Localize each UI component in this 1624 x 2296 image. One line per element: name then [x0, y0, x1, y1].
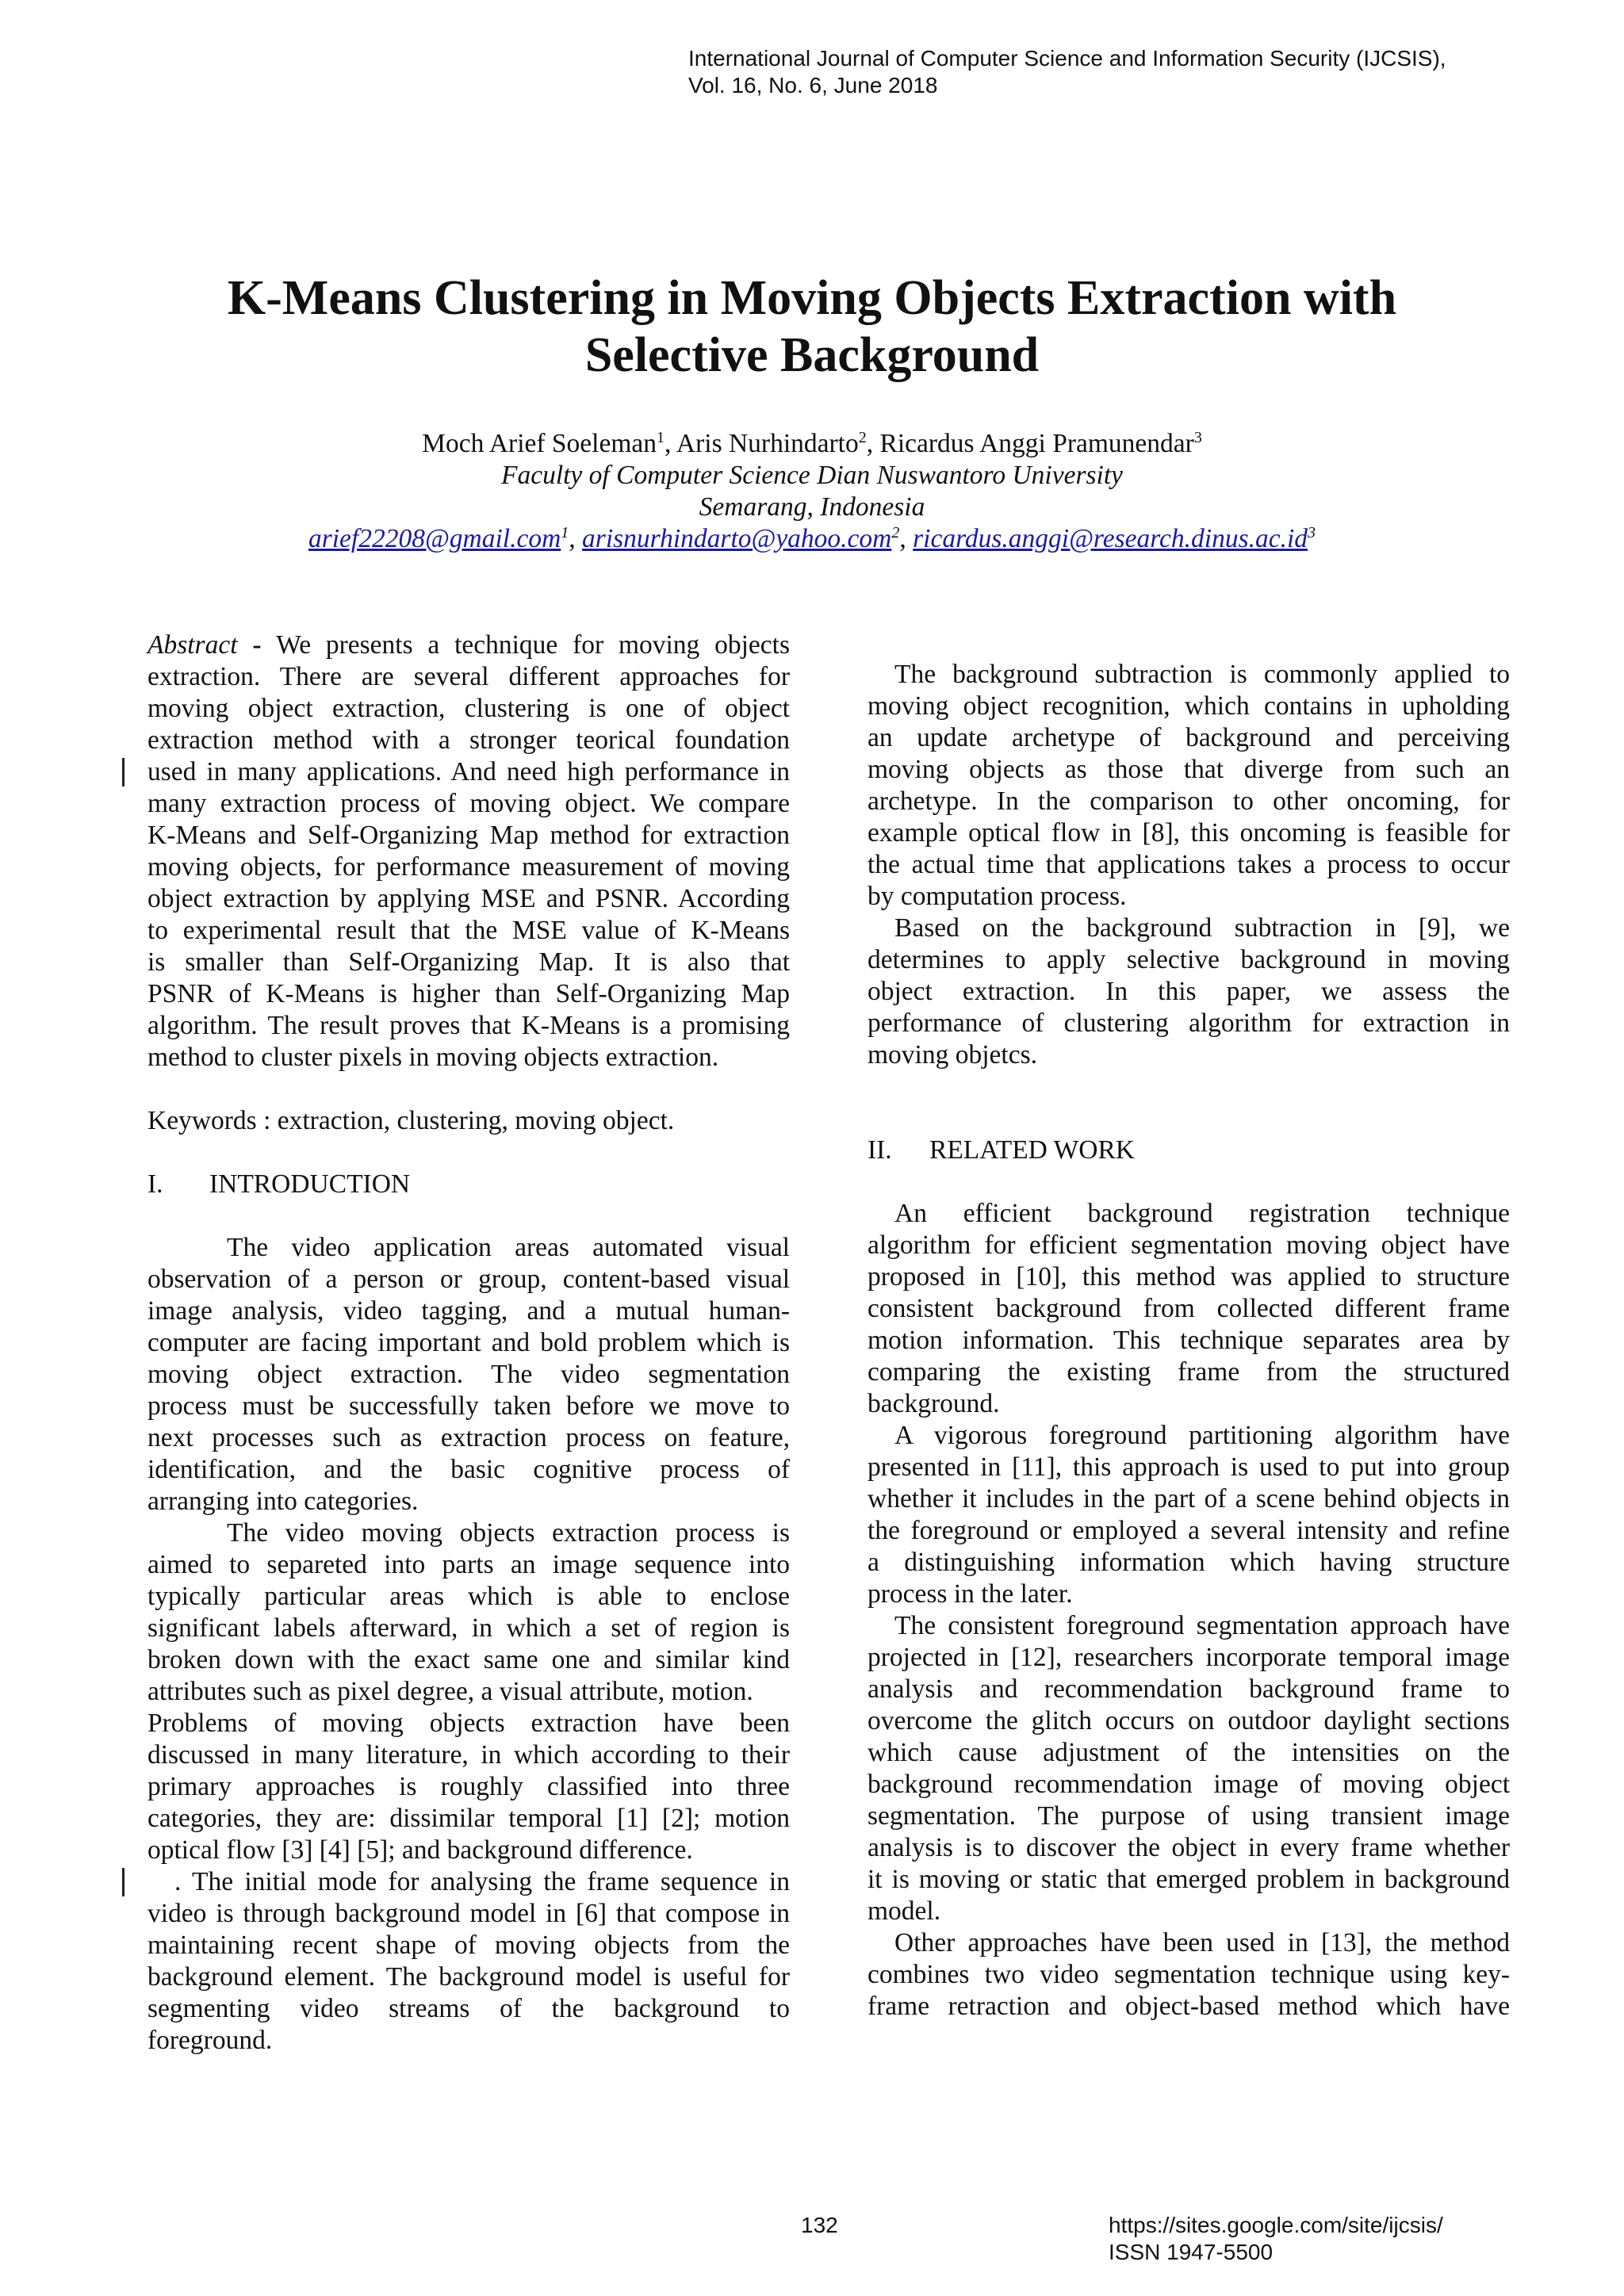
text-line: discussed in many literature, in which according to their — [147, 1740, 790, 1770]
text-line: moving objects as those that diverge from such an — [868, 755, 1510, 784]
text-line: . The initial mode for analysing the frame sequence in — [174, 1867, 790, 1896]
text-line: proposed in [10], this method was applied to structure — [868, 1262, 1510, 1292]
section-heading-introduction — [147, 1169, 790, 1200]
abstract-text: We presents a technique for moving objects — [276, 630, 790, 660]
text-line: The consistent foreground segmentation approach have — [894, 1611, 1510, 1640]
text-line: The video application areas automated visual — [227, 1233, 790, 1262]
text-line: primary approaches is roughly classified into three — [147, 1772, 790, 1801]
text-line: model. — [868, 1896, 941, 1926]
text-line: Other approaches have been used in [13], the method — [894, 1928, 1510, 1957]
text-line: consistent background from collected different frame — [868, 1294, 1510, 1323]
keywords: Keywords : extraction, clustering, moving object. — [147, 1106, 675, 1135]
text-line: object extraction. In this paper, we assess the — [868, 977, 1510, 1006]
paragraph — [147, 1232, 790, 1517]
change-bar — [122, 758, 124, 786]
paragraph — [868, 1927, 1510, 2022]
text-line: performance of clustering algorithm for extraction in — [868, 1008, 1510, 1038]
text-line: by computation process. — [868, 882, 1127, 911]
text-line: maintaining recent shape of moving objects from the — [147, 1931, 790, 1960]
text-line: next processes such as extraction process on feature, — [147, 1423, 790, 1452]
author-name: Ricardus Anggi Pramunendar — [879, 429, 1194, 458]
text-line: significant labels afterward, in which a set of region is — [147, 1613, 790, 1643]
page-number: 132 — [801, 2213, 838, 2237]
text-line: The background subtraction is commonly applied to — [894, 660, 1510, 689]
affiliation: Faculty of Computer Science Dian Nuswantoro University — [500, 461, 1124, 490]
issn: ISSN 1947-5500 — [1109, 2240, 1274, 2264]
right-column — [868, 659, 1510, 2022]
section-number: I. — [147, 1169, 163, 1199]
text-line: method to cluster pixels in moving objects extraction. — [147, 1043, 719, 1072]
text-line: attributes such as pixel degree, a visual attribute, motion. — [147, 1677, 753, 1706]
text-line: which cause adjustment of the intensities on the — [868, 1738, 1510, 1767]
text-line: the foreground or employed a several intensity and refine — [868, 1516, 1510, 1545]
text-line: analysis is to discover the object in every frame whether — [868, 1833, 1510, 1862]
text-line: background. — [868, 1389, 1000, 1418]
author-block — [0, 428, 1624, 555]
email-link[interactable]: arief22208@gmail.com — [308, 524, 561, 553]
text-line: frame retraction and object-based method which have — [868, 1992, 1510, 2021]
text-line: analysis and recommendation background frame to — [868, 1674, 1510, 1704]
author-name: Moch Arief Soeleman — [422, 429, 657, 458]
text-line: A vigorous foreground partitioning algorithm have — [894, 1421, 1510, 1450]
journal-header — [688, 45, 1446, 99]
text-line: image analysis, video tagging, and a mutual human- — [147, 1296, 790, 1326]
text-line: comparing the existing frame from the structured — [868, 1357, 1510, 1387]
email-sup: 3 — [1308, 523, 1316, 541]
text-line: overcome the glitch occurs on outdoor daylight sections — [868, 1706, 1510, 1735]
text-line: aimed to separeted into parts an image sequence into — [147, 1550, 790, 1579]
text-line: observation of a person or group, content-based visual — [147, 1265, 790, 1294]
author-sup: 1 — [657, 428, 665, 446]
paragraph — [147, 1517, 790, 1708]
text-line: PSNR of K-Means is higher than Self-Organizing Map — [147, 979, 790, 1008]
text-line: example optical flow in [8], this oncoming is feasible for — [868, 818, 1510, 848]
text-line: video is through background model in [6] that compose in — [147, 1899, 790, 1928]
text-line: An efficient background registration technique — [894, 1199, 1510, 1228]
separator: , — [899, 524, 914, 553]
text-line: moving object recognition, which contains in upholding — [868, 691, 1510, 721]
text-line: broken down with the exact same one and similar kind — [147, 1645, 790, 1674]
text-line: process must be successfully taken before we move to — [147, 1391, 790, 1421]
text-line: process in the later. — [868, 1579, 1073, 1609]
section-heading-related-work — [868, 1135, 1510, 1166]
separator: , — [569, 524, 583, 553]
section-title: RELATED WORK — [929, 1135, 1135, 1165]
footer-info — [1109, 2212, 1443, 2266]
abstract-first-line — [147, 629, 790, 661]
text-line: extraction method with a stronger teorical foundation — [147, 725, 790, 755]
paragraph — [147, 1866, 790, 2057]
abstract-label: Abstract — [147, 630, 238, 660]
abstract — [147, 629, 790, 1073]
text-line: segmenting video streams of the background to — [147, 1994, 790, 2023]
text-line: The video moving objects extraction process is — [227, 1518, 790, 1548]
section-number: II. — [868, 1135, 892, 1165]
left-column — [147, 629, 790, 2057]
text-line: an update archetype of background and perceiving — [868, 723, 1510, 752]
email-sup: 1 — [561, 523, 569, 541]
text-line: whether it includes in the part of a scene behind objects in — [868, 1484, 1510, 1513]
text-line: it is moving or static that emerged problem in background — [868, 1865, 1510, 1894]
text-line: identification, and the basic cognitive process of — [147, 1455, 790, 1484]
author-sup: 2 — [858, 428, 867, 446]
text-line: a distinguishing information which having structure — [868, 1548, 1510, 1577]
text-line: archetype. In the comparison to other oncoming, for — [868, 786, 1510, 816]
text-line: determines to apply selective background in moving — [868, 945, 1510, 974]
text-line: foreground. — [147, 2026, 273, 2055]
text-line: presented in [11], this approach is used to put into group — [868, 1452, 1510, 1482]
text-line: arranging into categories. — [147, 1487, 419, 1516]
text-line: algorithm. The result proves that K-Means is a promising — [147, 1011, 790, 1040]
text-line: many extraction process of moving object. We compare — [147, 789, 790, 818]
text-line: combines two video segmentation technique using key- — [868, 1960, 1510, 1989]
paragraph — [868, 1610, 1510, 1927]
paragraph — [147, 1708, 790, 1866]
text-line: typically particular areas which is able to enclose — [147, 1582, 790, 1611]
email-link[interactable]: ricardus.anggi@research.dinus.ac.id — [913, 524, 1308, 553]
text-line: projected in [12], researchers incorporate temporal image — [868, 1643, 1510, 1672]
change-bar — [122, 1868, 124, 1896]
author-name: Aris Nurhindarto — [676, 429, 859, 458]
journal-url[interactable]: https://sites.google.com/site/ijcsis/ — [1109, 2213, 1443, 2237]
email-link[interactable]: arisnurhindarto@yahoo.com — [582, 524, 892, 553]
text-line: background element. The background model is useful for — [147, 1962, 790, 1992]
title-line-2: Selective Background — [584, 328, 1040, 382]
text-line: background recommendation image of moving object — [868, 1770, 1510, 1799]
text-line: Problems of moving objects extraction have been — [147, 1709, 790, 1738]
paragraph — [868, 1198, 1510, 1420]
separator: , — [866, 429, 880, 458]
title-line-1: K-Means Clustering in Moving Objects Extraction with — [227, 271, 1397, 325]
text-line: used in many applications. And need high performance in — [147, 757, 790, 786]
email-sup: 2 — [891, 523, 900, 541]
author-names — [0, 428, 1624, 460]
journal-issue: Vol. 16, No. 6, June 2018 — [688, 73, 938, 98]
text-line: is smaller than Self-Organizing Map. It is also that — [147, 947, 790, 977]
text-line: categories, they are: dissimilar temporal [1] [2]; motion — [147, 1804, 790, 1833]
paragraph — [868, 659, 1510, 913]
text-line: moving objetcs. — [868, 1040, 1038, 1070]
text-line: moving object extraction. The video segmentation — [147, 1360, 790, 1389]
paragraph — [868, 913, 1510, 1071]
text-line: K-Means and Self-Organizing Map method for extraction — [147, 821, 790, 850]
journal-name: International Journal of Computer Science and Information Security (IJCSIS), — [688, 46, 1446, 71]
section-title: INTRODUCTION — [209, 1169, 411, 1199]
author-emails — [0, 523, 1624, 555]
text-line: algorithm for efficient segmentation moving object have — [868, 1230, 1510, 1260]
abstract-dash: - — [237, 630, 277, 660]
text-line: motion information. This technique separates area by — [868, 1326, 1510, 1355]
text-line: computer are facing important and bold problem which is — [147, 1328, 790, 1357]
paragraph — [868, 1420, 1510, 1610]
location: Semarang, Indonesia — [699, 492, 925, 522]
text-line: the actual time that applications takes a process to occur — [868, 850, 1510, 879]
abstract-body — [147, 661, 790, 1073]
text-line: optical flow [3] [4] [5]; and background difference. — [147, 1835, 693, 1865]
text-line: to experimental result that the MSE value of K-Means — [147, 916, 790, 945]
text-line: Based on the background subtraction in [9], we — [894, 913, 1510, 943]
text-line: segmentation. The purpose of using transient image — [868, 1801, 1510, 1831]
author-sup: 3 — [1193, 428, 1202, 446]
text-line: moving object extraction, clustering is one of object — [147, 694, 790, 723]
separator: , — [665, 429, 676, 458]
text-line: object extraction by applying MSE and PSNR. According — [147, 884, 790, 913]
text-line: moving objects, for performance measurement of moving — [147, 852, 790, 882]
text-line: extraction. There are several different approaches for — [147, 662, 790, 691]
paper-title — [0, 270, 1624, 384]
